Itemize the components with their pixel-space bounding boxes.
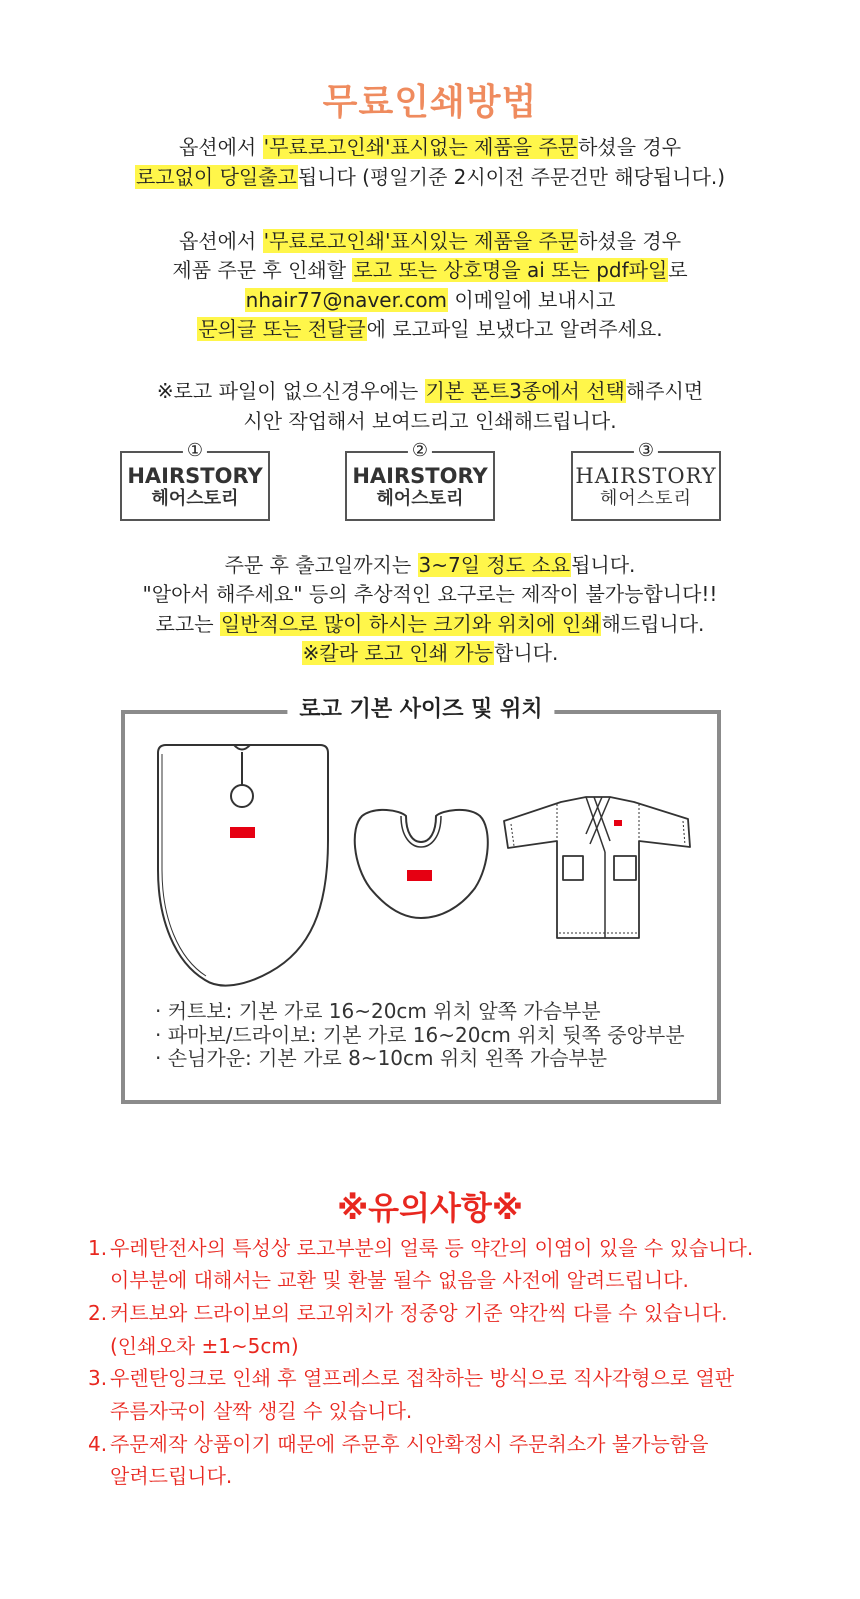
- highlighted-text: 일반적으로 많이 하시는 크기와 위치에 인쇄: [220, 611, 601, 636]
- text-segment: ※로고 파일이 없으신경우에는: [156, 379, 425, 403]
- highlighted-text: '무료로고인쇄'표시있는 제품을 주문: [263, 229, 578, 253]
- font-sample-english: HAIRSTORY: [575, 464, 717, 488]
- notice-item: [88, 1232, 753, 1297]
- notice-line: 주문제작 상품이기 때문에 주문후 시안확정시 주문취소가 불가능함을: [110, 1431, 709, 1456]
- option-number: ③: [634, 441, 658, 461]
- with-logo-paragraph: [0, 227, 860, 344]
- text-line: [0, 227, 860, 256]
- page-title: 무료인쇄방법: [322, 82, 538, 123]
- notice-item: [88, 1362, 753, 1427]
- text-segment: 옵션에서: [178, 135, 263, 159]
- notice-line: 우레탄전사의 특성상 로고부분의 얼룩 등 약간의 이염이 있을 수 있습니다.: [110, 1235, 754, 1260]
- notice-item: [88, 1428, 753, 1493]
- text-line: 시안 작업해서 보여드리고 인쇄해드립니다.: [243, 409, 617, 433]
- text-segment: 됩니다.: [571, 553, 636, 577]
- notice-line: 주름자국이 살짝 생길 수 있습니다.: [110, 1399, 413, 1424]
- logo-position-marker: [230, 827, 255, 838]
- notice-number: 2.: [88, 1300, 108, 1325]
- text-segment: 로: [668, 258, 688, 283]
- size-guide-item: · 커트보: 기본 가로 16~20cm 위치 앞쪽 가슴부분: [155, 999, 601, 1023]
- option-number: ②: [408, 441, 432, 461]
- text-line: [0, 639, 860, 668]
- notice-list: [88, 1232, 753, 1494]
- notice-title: ※유의사항※: [337, 1189, 523, 1227]
- text-line: [0, 376, 860, 406]
- text-segment: 로고는: [155, 611, 220, 636]
- text-segment: 해드립니다.: [601, 611, 705, 636]
- text-line: [0, 132, 860, 162]
- text-segment: 주문 후 출고일까지는: [224, 553, 418, 577]
- font-option-2: [345, 440, 495, 521]
- size-guide-title: 로고 기본 사이즈 및 위치: [287, 697, 554, 723]
- text-segment: 해주시면: [625, 379, 704, 403]
- font-option-3: [571, 440, 721, 521]
- logo-position-marker: [614, 820, 622, 826]
- text-segment: 됩니다 (평일기준 2시이전 주문건만 해당됩니다.): [297, 165, 726, 189]
- font-option-1: [120, 440, 270, 521]
- text-line: "알아서 해주세요" 등의 추상적인 요구로는 제작이 불가능합니다!!: [142, 582, 718, 607]
- notice-line: 커트보와 드라이보의 로고위치가 정중앙 기준 약간씩 다를 수 있습니다.: [110, 1300, 728, 1325]
- highlighted-text: 문의글 또는 전달글: [198, 316, 366, 341]
- text-line: [0, 286, 860, 315]
- text-segment: 이메일에 보내시고: [448, 287, 616, 312]
- cape-neck-hole: [231, 785, 253, 807]
- font-sample-korean: 헤어스토리: [376, 488, 464, 509]
- notice-line: (인쇄오차 ±1~5cm): [110, 1333, 299, 1358]
- notice-line: 우렌탄잉크로 인쇄 후 열프레스로 접착하는 방식으로 직사각형으로 열판: [110, 1366, 735, 1391]
- highlighted-text: '무료로고인쇄'표시없는 제품을 주문: [263, 135, 578, 159]
- perm-cape-illustration: [355, 810, 488, 918]
- gown-outline: [504, 797, 690, 938]
- product-illustrations: [150, 740, 700, 995]
- option-number: ①: [183, 441, 207, 461]
- font-sample-english: HAIRSTORY: [127, 464, 263, 488]
- font-sample-korean: 헤어스토리: [151, 488, 239, 509]
- highlighted-text: 3~7일 정도 소요: [418, 553, 571, 577]
- font-sample-english: HAIRSTORY: [352, 464, 488, 488]
- email-address: nhair77@naver.com: [245, 287, 448, 312]
- gown-pocket-right: [614, 856, 636, 880]
- text-line: [0, 162, 860, 192]
- notice-item: [88, 1297, 753, 1362]
- text-segment: 하셨을 경우: [578, 135, 682, 159]
- text-segment: 에 로고파일 보냈다고 알려주세요.: [366, 316, 663, 341]
- no-logo-paragraph: [0, 132, 860, 192]
- highlighted-text: 기본 폰트3종에서 선택: [425, 379, 625, 403]
- no-logo-file-paragraph: [0, 376, 860, 436]
- shipping-paragraph: [0, 551, 860, 668]
- gown-illustration: [504, 797, 690, 938]
- notice-line: 알려드립니다.: [110, 1464, 233, 1489]
- cut-cape-illustration: [158, 745, 328, 986]
- highlighted-text: ※칼라 로고 인쇄 가능: [302, 640, 494, 665]
- font-sample-korean: 헤어스토리: [600, 488, 692, 509]
- text-line: [0, 315, 860, 344]
- notice-number: 1.: [88, 1235, 108, 1260]
- text-segment: 합니다.: [494, 640, 559, 665]
- highlighted-text: 로고 또는 상호명을 ai 또는 pdf파일: [353, 258, 668, 283]
- logo-position-marker: [407, 870, 432, 881]
- text-line: [0, 551, 860, 580]
- size-guide-list: [155, 1000, 685, 1071]
- size-guide-item: · 파마보/드라이보: 기본 가로 16~20cm 위치 뒷쪽 중앙부분: [155, 1022, 685, 1047]
- notice-number: 4.: [88, 1431, 108, 1456]
- text-line: [0, 610, 860, 639]
- size-guide-item: · 손님가운: 기본 가로 8~10cm 위치 왼쪽 가슴부분: [155, 1046, 608, 1070]
- bib-outline: [355, 810, 488, 918]
- notice-number: 3.: [88, 1366, 108, 1391]
- text-segment: 제품 주문 후 인쇄할: [172, 258, 353, 283]
- highlighted-text: 로고없이 당일출고: [135, 165, 297, 189]
- notice-line: 이부분에 대해서는 교환 및 환불 될수 없음을 사전에 알려드립니다.: [110, 1268, 689, 1293]
- text-line: [0, 256, 860, 285]
- gown-pocket-left: [563, 856, 583, 880]
- text-segment: 옵션에서: [178, 229, 263, 253]
- text-segment: 하셨을 경우: [578, 229, 682, 253]
